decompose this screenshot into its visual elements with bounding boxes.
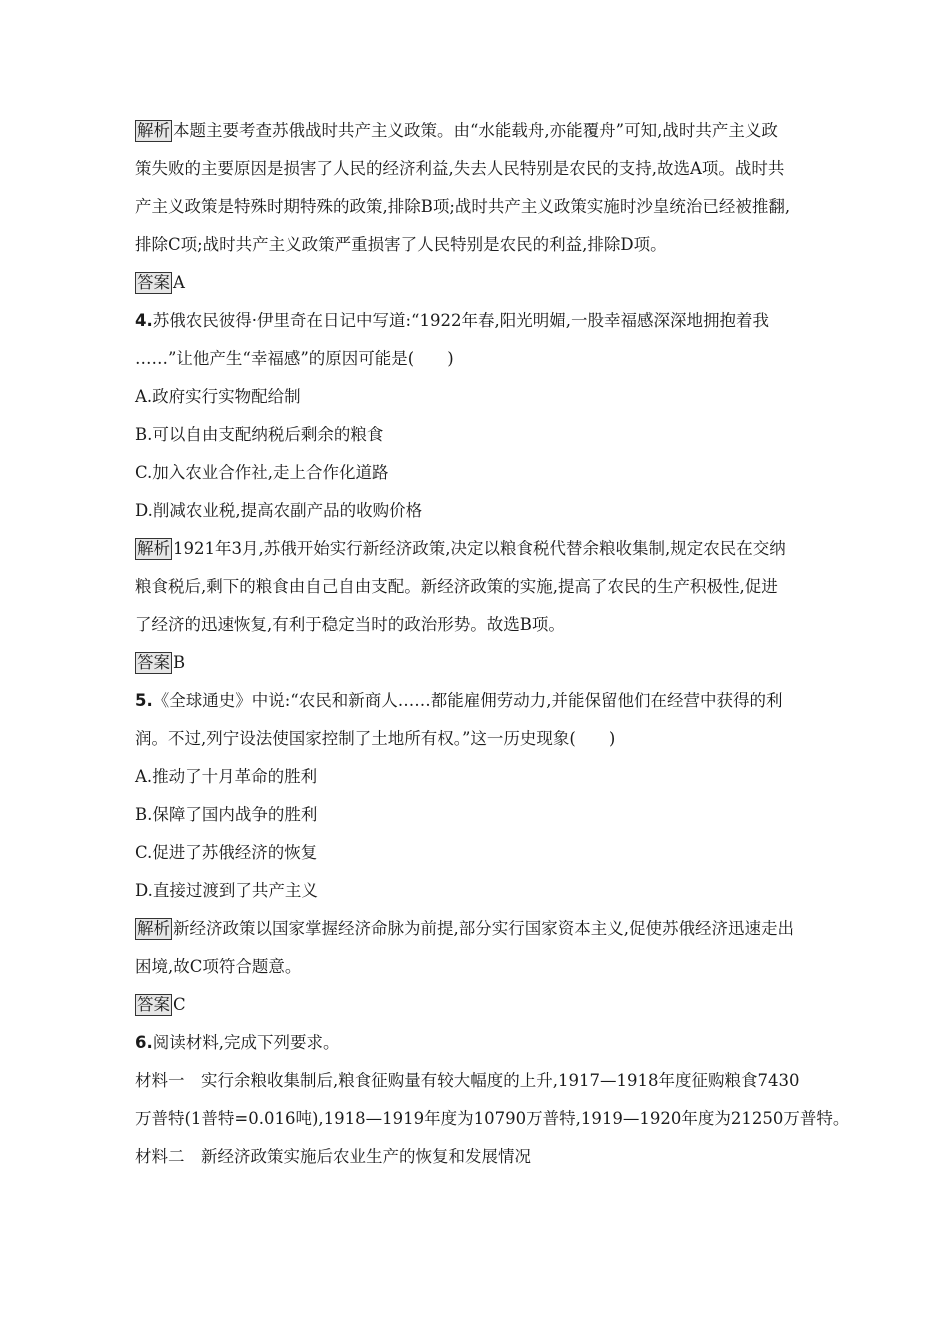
material-two-line: 材料二 新经济政策实施后农业生产的恢复和发展情况 (135, 1138, 825, 1176)
analysis-tag: 解析 (137, 919, 170, 938)
question-number: 5. (135, 691, 153, 710)
material-two-label: 材料二 (135, 1147, 185, 1166)
analysis-line: 产主义政策是特殊时期特殊的政策,排除B项;战时共产主义政策实施时沙皇统治已经被推翻, (135, 197, 791, 216)
option-b: B.保障了国内战争的胜利 (135, 805, 318, 824)
material-one-label: 材料一 (135, 1071, 185, 1090)
option-c: C.加入农业合作社,走上合作化道路 (135, 463, 389, 482)
answer-line (135, 986, 825, 1024)
answer-value: B (173, 653, 186, 672)
question-stem-line: 6.阅读材料,完成下列要求。 (135, 1033, 340, 1052)
question-number: 6. (135, 1033, 153, 1052)
analysis-tag: 解析 (137, 539, 170, 558)
analysis-line: 困境,故C项符合题意。 (135, 957, 302, 976)
answer-value: A (173, 273, 185, 292)
answer-tag: 答案 (137, 995, 170, 1014)
question-stem-line: 润。不过,列宁设法使国家控制了土地所有权。”这一历史现象( ) (135, 729, 616, 748)
question-stem-line: 4.苏俄农民彼得·伊里奇在日记中写道:“1922年春,阳光明媚,一股幸福感深深地拥抱着我 (135, 311, 769, 330)
question-stem-line: 5.《全球通史》中说:“农民和新商人……都能雇佣劳动力,并能保留他们在经营中获得的利 (135, 691, 783, 710)
analysis-line: 解析 1921年3月,苏俄开始实行新经济政策,决定以粮食税代替余粮收集制,规定农民在交纳 (137, 539, 786, 558)
option-d: D.削减农业税,提高农副产品的收购价格 (135, 501, 423, 520)
question-stem-line: ……”让他产生“幸福感”的原因可能是( ) (135, 349, 454, 368)
answer-line (135, 644, 825, 682)
document-page (135, 112, 850, 1176)
material-one-line: 万普特(1普特=0.016吨),1918—1919年度为10790万普特,1919—1920年度为21250万普特。 (135, 1109, 850, 1128)
option-c: C.促进了苏俄经济的恢复 (135, 843, 318, 862)
question-number: 4. (135, 311, 153, 330)
answer-tag: 答案 (137, 273, 170, 292)
option-b: B.可以自由支配纳税后剩余的粮食 (135, 425, 384, 444)
answer-tag: 答案 (137, 653, 170, 672)
option-a: A.推动了十月革命的胜利 (135, 767, 318, 786)
analysis-tag: 解析 (137, 121, 170, 140)
answer-value: C (173, 995, 186, 1014)
option-a: A.政府实行实物配给制 (135, 387, 301, 406)
analysis-line: 粮食税后,剩下的粮食由自己自由支配。新经济政策的实施,提高了农民的生产积极性,促进 (135, 577, 778, 596)
material-one-line: 材料一 实行余粮收集制后,粮食征购量有较大幅度的上升,1917—1918年度征购粮食7430 (135, 1062, 825, 1100)
analysis-line: 排除C项;战时共产主义政策严重损害了人民特别是农民的利益,排除D项。 (135, 235, 667, 254)
analysis-line: 解析 新经济政策以国家掌握经济命脉为前提,部分实行国家资本主义,促使苏俄经济迅速走出 (137, 919, 794, 938)
analysis-line: 了经济的迅速恢复,有利于稳定当时的政治形势。故选B项。 (135, 615, 565, 634)
analysis-line: 解析 本题主要考查苏俄战时共产主义政策。由“水能载舟,亦能覆舟”可知,战时共产主义政 (137, 121, 778, 140)
analysis-line: 策失败的主要原因是损害了人民的经济利益,失去人民特别是农民的支持,故选A项。战时共 (135, 159, 785, 178)
option-d: D.直接过渡到了共产主义 (135, 881, 318, 900)
answer-line (135, 264, 825, 302)
